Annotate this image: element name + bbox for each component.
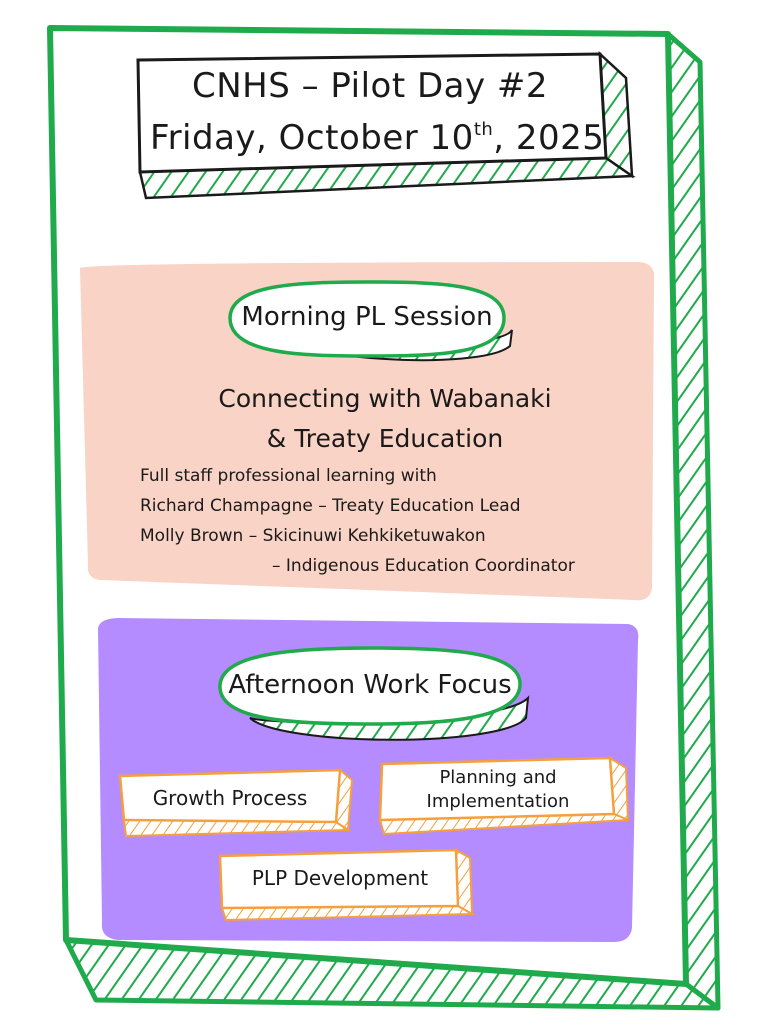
date-suffix: th	[473, 119, 494, 140]
morning-detail-1: Full staff professional learning with	[140, 466, 437, 486]
chip-growth-process: Growth Process	[152, 786, 308, 810]
morning-title-line-2: & Treaty Education	[266, 424, 504, 453]
title-line-1: CNHS – Pilot Day #2	[191, 66, 549, 106]
title-date-line	[150, 118, 605, 158]
afternoon-label: Afternoon Work Focus	[228, 670, 512, 700]
morning-label: Morning PL Session	[241, 302, 493, 332]
morning-detail-4: – Indigenous Education Coordinator	[272, 556, 575, 576]
date-year: , 2025	[493, 118, 605, 158]
morning-detail-2: Richard Champagne – Treaty Education Lead	[140, 496, 521, 516]
chip-planning-implementation: Planning and Implementation	[426, 767, 570, 812]
date-prefix: Friday, October 10	[150, 118, 474, 158]
chip-plp-development: PLP Development	[251, 866, 429, 890]
morning-title-line-1: Connecting with Wabanaki	[218, 384, 552, 413]
morning-detail-3: Molly Brown – Skicinuwi Kehkiketuwakon	[140, 526, 486, 546]
